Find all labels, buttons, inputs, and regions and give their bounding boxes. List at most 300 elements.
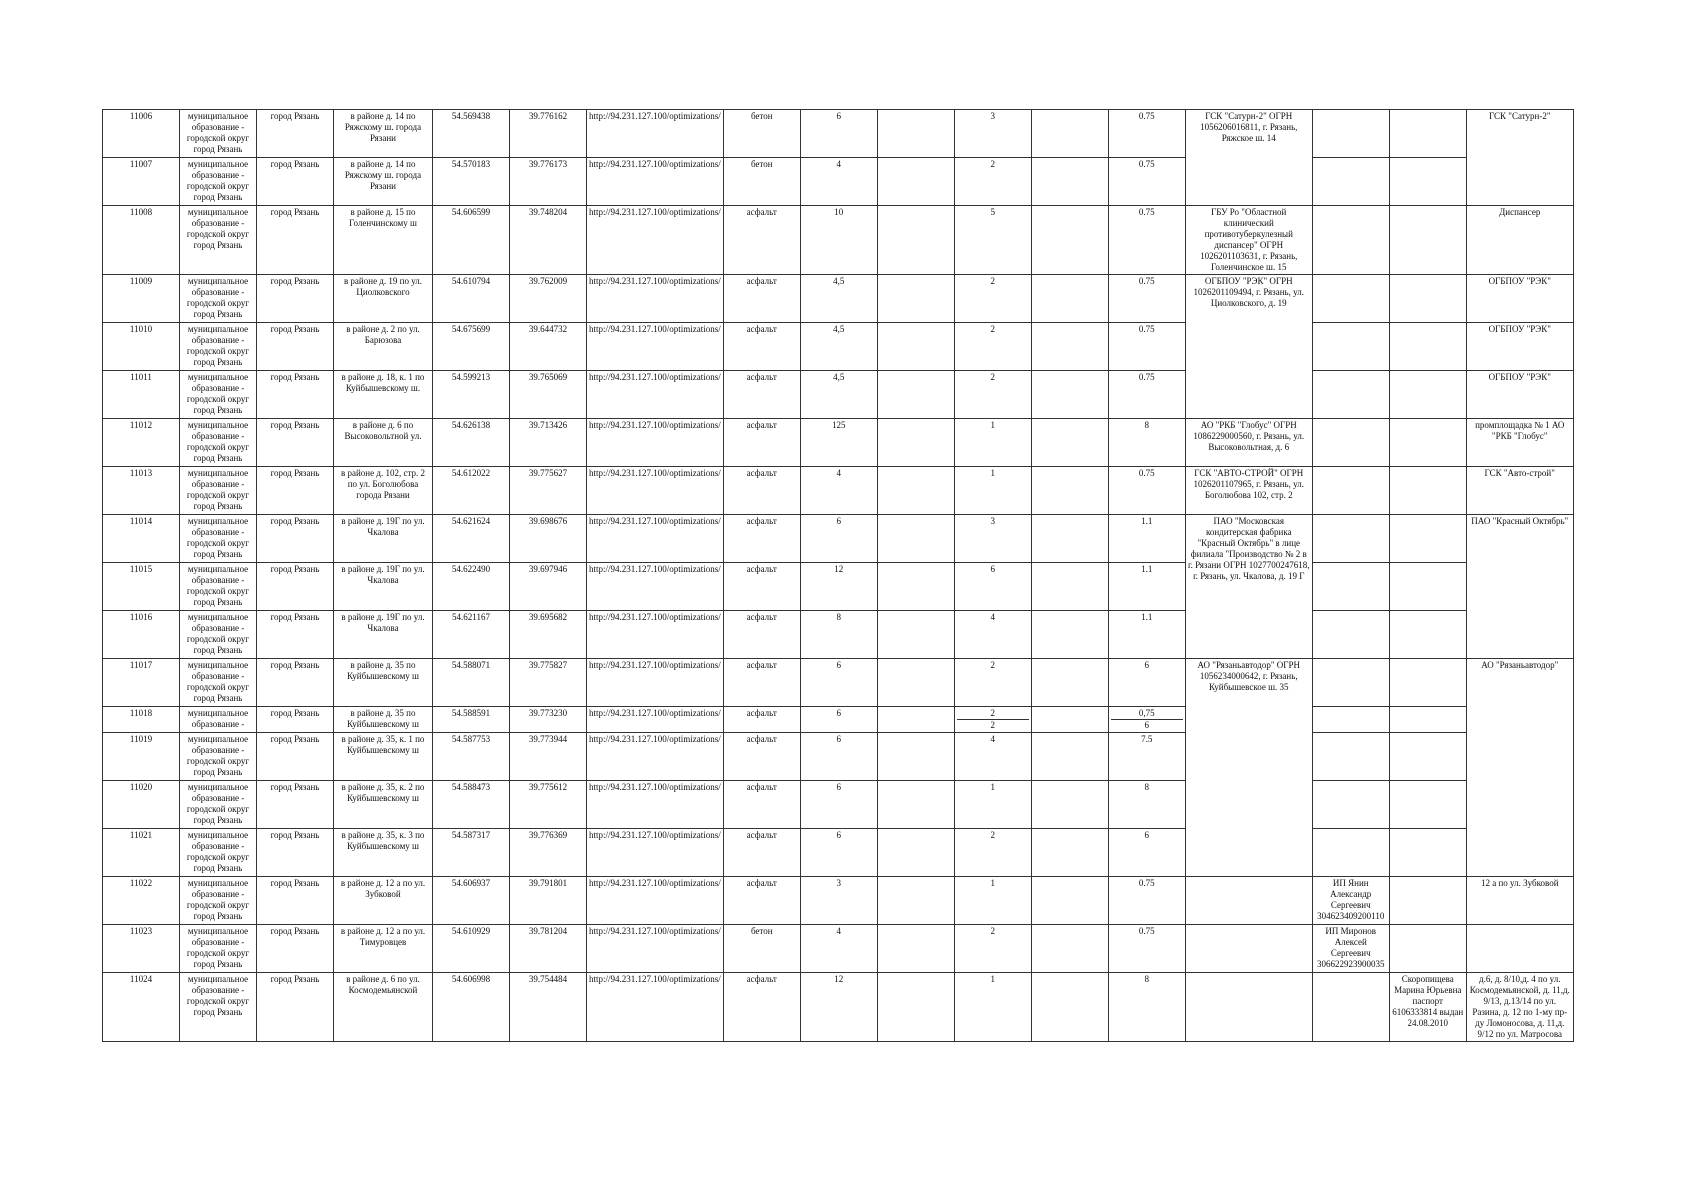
table-row: [103, 371, 1574, 419]
cell-volume: [1108, 707, 1185, 733]
cell-address: в районе д. 12 а по ул. Тимуровцев: [334, 925, 433, 973]
cell-count: 1: [954, 781, 1031, 829]
cell-address: в районе д. 35 по Куйбышевскому ш: [334, 707, 433, 733]
cell-municipality: муниципальное образование - городской округ город Рязань: [180, 611, 257, 659]
cell-lat: 54.675699: [433, 323, 510, 371]
cell-municipality: муниципальное образование - городской округ город Рязань: [180, 877, 257, 925]
table-row: [103, 877, 1574, 925]
cell-empty: [1031, 371, 1108, 419]
cell-count: 1: [954, 467, 1031, 515]
cell-ip: ИП Миронов Алексей Сергеевич 306622923900035: [1312, 925, 1389, 973]
cell-person: [1389, 515, 1466, 563]
cell-count: 2: [954, 371, 1031, 419]
table-row: [103, 781, 1574, 829]
cell-person: [1389, 275, 1466, 323]
cell-municipality: муниципальное образование - городской округ город Рязань: [180, 110, 257, 158]
cell-municipality: муниципальное образование - городской округ город Рязань: [180, 158, 257, 206]
cell-count: 1: [954, 973, 1031, 1042]
cell-municipality: муниципальное образование - городской округ город Рязань: [180, 467, 257, 515]
cell-count: 6: [954, 563, 1031, 611]
cell-url: http://94.231.127.100/optimizations/: [587, 925, 724, 973]
cell-empty: [877, 659, 954, 707]
cell-city: город Рязань: [257, 707, 334, 733]
cell-address: в районе д. 2 по ул. Барюзова: [334, 323, 433, 371]
cell-ip: [1312, 829, 1389, 877]
cell-id: 11013: [103, 467, 180, 515]
cell-empty: [877, 973, 954, 1042]
cell-empty: [877, 925, 954, 973]
cell-lat: 54.626138: [433, 419, 510, 467]
cell-lon: 39.698676: [510, 515, 587, 563]
cell-count: 4: [954, 733, 1031, 781]
cell-volume: 0.75: [1108, 323, 1185, 371]
cell-person: [1389, 733, 1466, 781]
cell-id: 11019: [103, 733, 180, 781]
cell-ip: [1312, 973, 1389, 1042]
cell-surface: асфальт: [723, 973, 800, 1042]
cell-volume: 0.75: [1108, 275, 1185, 323]
cell-lat: 54.612022: [433, 467, 510, 515]
table-row: [103, 419, 1574, 467]
cell-url: http://94.231.127.100/optimizations/: [587, 611, 724, 659]
cell-id: 11014: [103, 515, 180, 563]
cell-empty: [877, 371, 954, 419]
cell-empty: [877, 563, 954, 611]
cell-surface: асфальт: [723, 206, 800, 275]
cell-empty: [877, 877, 954, 925]
cell-empty: [1031, 877, 1108, 925]
cell-volume: 8: [1108, 781, 1185, 829]
cell-municipality: муниципальное образование - городской округ город Рязань: [180, 733, 257, 781]
cell-person: [1389, 829, 1466, 877]
cell-id: 11009: [103, 275, 180, 323]
cell-address: в районе д. 19Г по ул. Чкалова: [334, 611, 433, 659]
cell-person: Скоропищева Марина Юрьевна паспорт 6106333814 выдан 24.08.2010: [1389, 973, 1466, 1042]
cell-lat: 54.621624: [433, 515, 510, 563]
cell-address: в районе д. 35, к. 2 по Куйбышевскому ш: [334, 781, 433, 829]
cell-empty: [1031, 973, 1108, 1042]
cell-person: [1389, 419, 1466, 467]
cell-person: [1389, 877, 1466, 925]
cell-city: город Рязань: [257, 925, 334, 973]
cell-id: 11022: [103, 877, 180, 925]
cell-surface: асфальт: [723, 515, 800, 563]
cell-volume: 0.75: [1108, 925, 1185, 973]
cell-surface: асфальт: [723, 467, 800, 515]
cell-id: 11008: [103, 206, 180, 275]
cell-area: 6: [800, 829, 877, 877]
cell-empty: [877, 611, 954, 659]
cell-owner: ОГБПОУ "РЭК" ОГРН 1026201109494, г. Рязань, ул. Циолковского, д. 19: [1185, 275, 1312, 419]
cell-area: 4,5: [800, 275, 877, 323]
cell-address: в районе д. 19Г по ул. Чкалова: [334, 515, 433, 563]
cell-count-line: 2: [990, 720, 995, 730]
cell-municipality: муниципальное образование - городской округ город Рязань: [180, 371, 257, 419]
cell-id: 11017: [103, 659, 180, 707]
cell-ip: [1312, 611, 1389, 659]
cell-surface: асфальт: [723, 781, 800, 829]
cell-owner: ГБУ Ро "Областной клинический противотуберкулезный диспансер" ОГРН 1026201103631, г. Рязань, Голенчинское ш. 15: [1185, 206, 1312, 275]
table-row: [103, 973, 1574, 1042]
cell-ip: [1312, 781, 1389, 829]
cell-lon: 39.776162: [510, 110, 587, 158]
cell-empty: [877, 110, 954, 158]
cell-owner: ГСК "Сатурн-2" ОГРН 1056206016811, г. Рязань, Ряжское ш. 14: [1185, 110, 1312, 206]
cell-source: 12 а по ул. Зубковой: [1466, 877, 1573, 925]
cell-url: http://94.231.127.100/optimizations/: [587, 419, 724, 467]
cell-ip: ИП Янин Александр Сергеевич 304623409200110: [1312, 877, 1389, 925]
cell-municipality: муниципальное образование - городской округ город Рязань: [180, 973, 257, 1042]
cell-url: http://94.231.127.100/optimizations/: [587, 467, 724, 515]
cell-lon: 39.713426: [510, 419, 587, 467]
cell-area: 12: [800, 973, 877, 1042]
cell-source: ГСК "Авто-строй": [1466, 467, 1573, 515]
cell-city: город Рязань: [257, 829, 334, 877]
table-row: [103, 829, 1574, 877]
cell-volume: 0.75: [1108, 206, 1185, 275]
cell-count: 4: [954, 611, 1031, 659]
cell-count: 3: [954, 110, 1031, 158]
cell-surface: асфальт: [723, 371, 800, 419]
cell-empty: [1031, 419, 1108, 467]
cell-url: http://94.231.127.100/optimizations/: [587, 781, 724, 829]
cell-address: в районе д. 14 по Ряжскому ш. города Рязани: [334, 110, 433, 158]
cell-id: 11015: [103, 563, 180, 611]
cell-url: http://94.231.127.100/optimizations/: [587, 515, 724, 563]
cell-ip: [1312, 206, 1389, 275]
cell-owner: ПАО "Московская кондитерская фабрика "Красный Октябрь" в лице филиала "Производство № 2 в г. Рязани ОГРН 1027700247618, г. Рязань, ул. Чкалова, д. 19 Г: [1185, 515, 1312, 659]
cell-url: http://94.231.127.100/optimizations/: [587, 158, 724, 206]
cell-empty: [877, 733, 954, 781]
cell-url: http://94.231.127.100/optimizations/: [587, 829, 724, 877]
cell-owner: АО "РКБ "Глобус" ОГРН 1086229000560, г. Рязань, ул. Высоковольтная, д. 6: [1185, 419, 1312, 467]
cell-url: http://94.231.127.100/optimizations/: [587, 877, 724, 925]
cell-empty: [1031, 206, 1108, 275]
table-row: [103, 563, 1574, 611]
cell-empty: [1031, 515, 1108, 563]
cell-count: 2: [954, 659, 1031, 707]
cell-count: 5: [954, 206, 1031, 275]
cell-city: город Рязань: [257, 733, 334, 781]
cell-address: в районе д. 14 по Ряжскому ш. города Рязани: [334, 158, 433, 206]
cell-surface: асфальт: [723, 659, 800, 707]
cell-person: [1389, 158, 1466, 206]
cell-url: http://94.231.127.100/optimizations/: [587, 973, 724, 1042]
cell-city: город Рязань: [257, 563, 334, 611]
cell-empty: [1031, 467, 1108, 515]
cell-volume-line: 6: [1144, 720, 1149, 730]
cell-address: в районе д. 15 по Голенчинскому ш: [334, 206, 433, 275]
cell-surface: асфальт: [723, 829, 800, 877]
cell-count: 1: [954, 877, 1031, 925]
cell-volume: 0.75: [1108, 158, 1185, 206]
cell-lon: 39.781204: [510, 925, 587, 973]
cell-volume: 0.75: [1108, 467, 1185, 515]
cell-person: [1389, 323, 1466, 371]
cell-lat: 54.606599: [433, 206, 510, 275]
cell-lat: 54.621167: [433, 611, 510, 659]
cell-empty: [1031, 925, 1108, 973]
cell-city: город Рязань: [257, 275, 334, 323]
cell-city: город Рязань: [257, 323, 334, 371]
cell-owner: ГСК "АВТО-СТРОЙ" ОГРН 1026201107965, г. Рязань, ул. Боголюбова 102, стр. 2: [1185, 467, 1312, 515]
cell-address: в районе д. 35 по Куйбышевскому ш: [334, 659, 433, 707]
cell-lat: 54.587753: [433, 733, 510, 781]
cell-area: 4: [800, 467, 877, 515]
cell-empty: [877, 781, 954, 829]
cell-ip: [1312, 515, 1389, 563]
cell-lon: 39.754484: [510, 973, 587, 1042]
cell-source: ОГБПОУ "РЭК": [1466, 323, 1573, 371]
cell-lon: 39.695682: [510, 611, 587, 659]
cell-lon: 39.773230: [510, 707, 587, 733]
cell-area: 4,5: [800, 371, 877, 419]
cell-city: город Рязань: [257, 206, 334, 275]
cell-municipality: муниципальное образование - городской округ город Рязань: [180, 659, 257, 707]
cell-lon: 39.776369: [510, 829, 587, 877]
cell-ip: [1312, 158, 1389, 206]
cell-municipality: муниципальное образование - городской округ город Рязань: [180, 419, 257, 467]
cell-url: http://94.231.127.100/optimizations/: [587, 275, 724, 323]
cell-area: 125: [800, 419, 877, 467]
cell-city: город Рязань: [257, 877, 334, 925]
cell-address: в районе д. 35, к. 1 по Куйбышевскому ш: [334, 733, 433, 781]
cell-lon: 39.791801: [510, 877, 587, 925]
cell-surface: асфальт: [723, 323, 800, 371]
table-row: [103, 206, 1574, 275]
cell-area: 8: [800, 611, 877, 659]
cell-address: в районе д. 102, стр. 2 по ул. Боголюбова города Рязани: [334, 467, 433, 515]
cell-volume: 1.1: [1108, 611, 1185, 659]
cell-surface: бетон: [723, 110, 800, 158]
cell-volume: 1.1: [1108, 563, 1185, 611]
table-row: [103, 659, 1574, 707]
cell-source: ОГБПОУ "РЭК": [1466, 275, 1573, 323]
cell-municipality: муниципальное образование - городской округ город Рязань: [180, 275, 257, 323]
cell-city: город Рязань: [257, 371, 334, 419]
cell-area: 3: [800, 877, 877, 925]
table-row: [103, 515, 1574, 563]
cell-person: [1389, 110, 1466, 158]
cell-lat: 54.606998: [433, 973, 510, 1042]
cell-owner: [1185, 877, 1312, 925]
cell-source: ПАО "Красный Октябрь": [1466, 515, 1573, 659]
cell-count: 2: [954, 323, 1031, 371]
cell-address: в районе д. 6 по Высоковольтной ул.: [334, 419, 433, 467]
cell-id: 11012: [103, 419, 180, 467]
cell-city: город Рязань: [257, 110, 334, 158]
cell-id: 11007: [103, 158, 180, 206]
table-row: [103, 158, 1574, 206]
cell-area: 6: [800, 659, 877, 707]
cell-surface: асфальт: [723, 275, 800, 323]
cell-empty: [877, 206, 954, 275]
cell-owner: [1185, 973, 1312, 1042]
cell-surface: асфальт: [723, 563, 800, 611]
cell-area: 12: [800, 563, 877, 611]
cell-source: Диспансер: [1466, 206, 1573, 275]
cell-empty: [877, 515, 954, 563]
cell-person: [1389, 781, 1466, 829]
cell-ip: [1312, 467, 1389, 515]
cell-address: в районе д. 12 а по ул. Зубковой: [334, 877, 433, 925]
cell-url: http://94.231.127.100/optimizations/: [587, 371, 724, 419]
cell-volume: 0.75: [1108, 371, 1185, 419]
cell-lon: 39.697946: [510, 563, 587, 611]
cell-owner: [1185, 925, 1312, 973]
cell-city: город Рязань: [257, 973, 334, 1042]
cell-volume: 8: [1108, 973, 1185, 1042]
cell-empty: [1031, 563, 1108, 611]
cell-empty: [877, 158, 954, 206]
cell-id: 11021: [103, 829, 180, 877]
cell-lon: 39.775827: [510, 659, 587, 707]
cell-person: [1389, 611, 1466, 659]
cell-id: 11011: [103, 371, 180, 419]
cell-lon: 39.773944: [510, 733, 587, 781]
cell-lat: 54.569438: [433, 110, 510, 158]
cell-empty: [1031, 829, 1108, 877]
cell-id: 11020: [103, 781, 180, 829]
cell-id: 11006: [103, 110, 180, 158]
table-row: [103, 707, 1574, 733]
cell-address: в районе д. 35, к. 3 по Куйбышевскому ш: [334, 829, 433, 877]
cell-lat: 54.599213: [433, 371, 510, 419]
cell-city: город Рязань: [257, 781, 334, 829]
cell-person: [1389, 563, 1466, 611]
cell-volume: 0.75: [1108, 110, 1185, 158]
cell-lat: 54.587317: [433, 829, 510, 877]
cell-surface: асфальт: [723, 419, 800, 467]
cell-ip: [1312, 275, 1389, 323]
cell-id: 11024: [103, 973, 180, 1042]
cell-url: http://94.231.127.100/optimizations/: [587, 733, 724, 781]
cell-volume: 7.5: [1108, 733, 1185, 781]
cell-municipality: муниципальное образование - городской округ город Рязань: [180, 829, 257, 877]
cell-ip: [1312, 733, 1389, 781]
cell-volume-line: 0,75: [1111, 708, 1183, 720]
cell-lon: 39.775612: [510, 781, 587, 829]
cell-empty: [877, 419, 954, 467]
cell-municipality: муниципальное образование - городской округ город Рязань: [180, 206, 257, 275]
cell-url: http://94.231.127.100/optimizations/: [587, 659, 724, 707]
cell-volume: 1.1: [1108, 515, 1185, 563]
cell-municipality: муниципальное образование - городской округ город Рязань: [180, 781, 257, 829]
table-row: [103, 733, 1574, 781]
cell-area: 6: [800, 781, 877, 829]
cell-person: [1389, 707, 1466, 733]
cell-count: 2: [954, 275, 1031, 323]
cell-lat: 54.622490: [433, 563, 510, 611]
cell-lon: 39.775627: [510, 467, 587, 515]
cell-surface: асфальт: [723, 733, 800, 781]
cell-surface: бетон: [723, 925, 800, 973]
cell-area: 6: [800, 733, 877, 781]
cell-empty: [1031, 323, 1108, 371]
cell-empty: [1031, 158, 1108, 206]
cell-ip: [1312, 323, 1389, 371]
cell-person: [1389, 925, 1466, 973]
cell-id: 11018: [103, 707, 180, 733]
cell-count: 2: [954, 829, 1031, 877]
cell-lon: 39.762009: [510, 275, 587, 323]
cell-empty: [877, 323, 954, 371]
cell-lon: 39.776173: [510, 158, 587, 206]
cell-empty: [1031, 659, 1108, 707]
cell-person: [1389, 467, 1466, 515]
cell-empty: [877, 829, 954, 877]
cell-lat: 54.588591: [433, 707, 510, 733]
cell-municipality: муниципальное образование - городской округ город Рязань: [180, 323, 257, 371]
cell-address: в районе д. 19 по ул. Циолковского: [334, 275, 433, 323]
cell-city: город Рязань: [257, 611, 334, 659]
cell-count: 2: [954, 925, 1031, 973]
cell-empty: [1031, 781, 1108, 829]
table-row: [103, 110, 1574, 158]
cell-empty: [1031, 110, 1108, 158]
cell-volume: 8: [1108, 419, 1185, 467]
cell-area: 6: [800, 110, 877, 158]
cell-lat: 54.588071: [433, 659, 510, 707]
cell-area: 4: [800, 925, 877, 973]
cell-volume: 6: [1108, 829, 1185, 877]
table-row: [103, 275, 1574, 323]
cell-surface: асфальт: [723, 611, 800, 659]
cell-count: 3: [954, 515, 1031, 563]
cell-person: [1389, 659, 1466, 707]
cell-lon: 39.644732: [510, 323, 587, 371]
cell-lat: 54.610794: [433, 275, 510, 323]
cell-ip: [1312, 110, 1389, 158]
cell-volume: 0.75: [1108, 877, 1185, 925]
table-row: [103, 323, 1574, 371]
cell-municipality: муниципальное образование - городской округ город Рязань: [180, 515, 257, 563]
cell-source: АО "Рязаньавтодор": [1466, 659, 1573, 877]
cell-count: 2: [954, 158, 1031, 206]
cell-area: 6: [800, 515, 877, 563]
cell-area: 4: [800, 158, 877, 206]
cell-person: [1389, 206, 1466, 275]
cell-lat: 54.570183: [433, 158, 510, 206]
cell-empty: [1031, 275, 1108, 323]
cell-id: 11023: [103, 925, 180, 973]
cell-empty: [877, 467, 954, 515]
cell-source: д.6, д. 8/10,д. 4 по ул. Космодемьянской, д. 11,д. 9/13, д.13/14 по ул. Разина, д. 12 по 1-му пр-ду Ломоносова, д. 11,д. 9/12 по ул. Матросова: [1466, 973, 1573, 1042]
cell-url: http://94.231.127.100/optimizations/: [587, 206, 724, 275]
table-row: [103, 925, 1574, 973]
cell-empty: [877, 707, 954, 733]
cell-ip: [1312, 659, 1389, 707]
cell-empty: [1031, 707, 1108, 733]
cell-municipality: муниципальное образование - городской округ город Рязань: [180, 563, 257, 611]
cell-url: http://94.231.127.100/optimizations/: [587, 563, 724, 611]
cell-city: город Рязань: [257, 467, 334, 515]
cell-lon: 39.765069: [510, 371, 587, 419]
cell-id: 11016: [103, 611, 180, 659]
cell-ip: [1312, 563, 1389, 611]
cell-volume: 6: [1108, 659, 1185, 707]
cell-source: промплощадка № 1 АО "РКБ "Глобус": [1466, 419, 1573, 467]
cell-city: город Рязань: [257, 515, 334, 563]
cell-count: 1: [954, 419, 1031, 467]
cell-city: город Рязань: [257, 419, 334, 467]
cell-ip: [1312, 419, 1389, 467]
cell-lat: 54.588473: [433, 781, 510, 829]
cell-ip: [1312, 707, 1389, 733]
cell-municipality: муниципальное образование - городской округ город Рязань: [180, 925, 257, 973]
register-table: [102, 109, 1574, 1042]
cell-address: в районе д. 18, к. 1 по Куйбышевскому ш.: [334, 371, 433, 419]
